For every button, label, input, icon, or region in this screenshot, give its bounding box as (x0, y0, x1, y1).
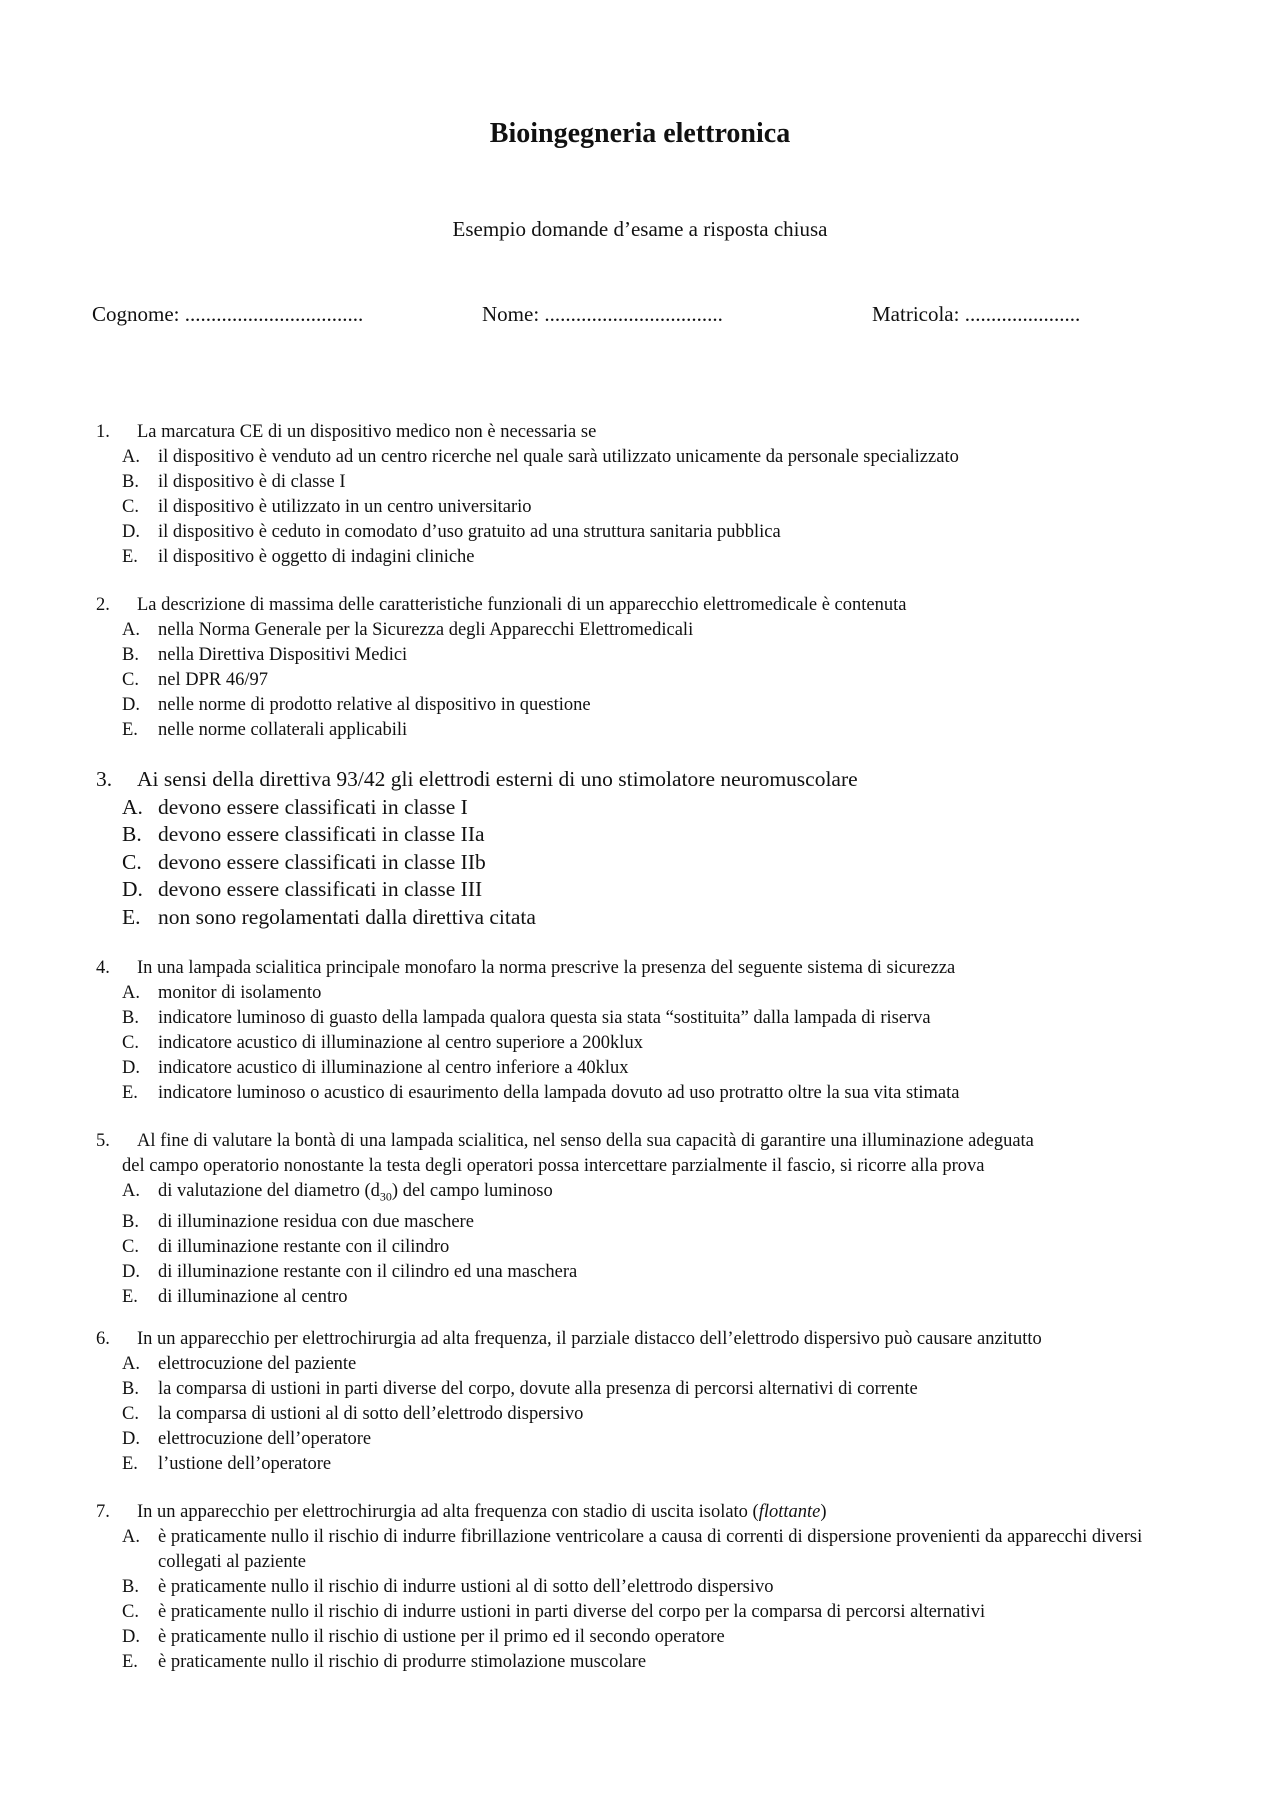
option-text: di illuminazione restante con il cilindro (158, 1236, 450, 1257)
option-text: non sono regolamentati dalla direttiva citata (158, 904, 536, 929)
option-c[interactable] (122, 1235, 1206, 1260)
option-letter: D. (122, 877, 143, 901)
option-c[interactable] (122, 1031, 1206, 1056)
option-letter: D. (122, 695, 140, 715)
option-text: il dispositivo è oggetto di indagini cliniche (158, 547, 475, 567)
option-b[interactable] (122, 1575, 1206, 1600)
question-1 (96, 420, 1206, 570)
question-text: La marcatura CE di un dispositivo medico non è necessaria se (137, 422, 597, 442)
option-letter: D. (122, 1058, 140, 1078)
question-number: 7. (96, 1502, 110, 1522)
option-text: è praticamente nullo il rischio di indurre fibrillazione ventricolare a causa di correnti di dispersione provenienti da apparecchi diversi collegati al paziente (158, 1527, 1143, 1572)
question-7 (96, 1500, 1206, 1675)
option-d[interactable] (122, 693, 1206, 718)
options-list (96, 445, 1206, 570)
option-a[interactable] (122, 1525, 1206, 1575)
option-b[interactable] (122, 1210, 1206, 1235)
option-text: devono essere classificati in classe IIb (158, 849, 486, 874)
option-e[interactable] (122, 1081, 1206, 1106)
option-text-end: ) del campo luminoso (391, 1181, 553, 1201)
option-text: indicatore luminoso di guasto della lampada qualora questa sia stata “sostituita” dalla lampada di riserva (158, 1008, 931, 1028)
option-text: il dispositivo è utilizzato in un centro universitario (158, 497, 532, 517)
option-letter: B. (122, 1379, 139, 1399)
question-3 (96, 766, 1206, 931)
question-number: 6. (96, 1329, 110, 1349)
option-letter: D. (122, 1627, 140, 1647)
option-text: la comparsa di ustioni in parti diverse del corpo, dovute alla presenza di percorsi alternativi di corrente (158, 1379, 918, 1399)
matricola-field: Matricola: ...................... (872, 302, 1081, 326)
option-letter: C. (122, 1404, 139, 1424)
question-6 (96, 1327, 1206, 1477)
option-text: è praticamente nullo il rischio di indurre ustioni al di sotto dell’elettrodo dispersivo (158, 1577, 774, 1597)
question-text (137, 1500, 1206, 1525)
option-e[interactable] (122, 1650, 1206, 1675)
option-e[interactable] (122, 718, 1206, 743)
option-e[interactable] (122, 1285, 1206, 1310)
option-a[interactable] (122, 618, 1206, 643)
options-list (96, 794, 1206, 932)
question-text-end: ) (820, 1502, 827, 1522)
option-letter: A. (122, 1527, 140, 1547)
option-text: di illuminazione residua con due maschere (158, 1211, 474, 1232)
option-d[interactable] (122, 1260, 1206, 1285)
option-letter: C. (122, 497, 139, 517)
option-letter: C. (122, 1236, 139, 1257)
option-text: l’ustione dell’operatore (158, 1454, 332, 1474)
option-letter: A. (122, 447, 140, 467)
option-a[interactable] (122, 445, 1206, 470)
question-number: 2. (96, 595, 110, 615)
option-a[interactable] (122, 1352, 1206, 1377)
option-text: nella Norma Generale per la Sicurezza degli Apparecchi Elettromedicali (158, 620, 694, 640)
question-text: La descrizione di massima delle caratteristiche funzionali di un apparecchio elettromedicale è contenuta (137, 595, 907, 615)
option-text-start: di valutazione del diametro (d (158, 1181, 380, 1201)
option-d[interactable] (122, 1427, 1206, 1452)
nome-field: Nome: .................................. (482, 302, 723, 326)
option-text: il dispositivo è di classe I (158, 472, 346, 492)
option-letter: D. (122, 1429, 140, 1449)
option-text: è praticamente nullo il rischio di indurre ustioni in parti diverse del corpo per la comparsa di percorsi alternativi (158, 1602, 986, 1622)
question-number: 3. (96, 767, 113, 791)
option-a[interactable] (122, 981, 1206, 1006)
option-text: il dispositivo è venduto ad un centro ricerche nel quale sarà utilizzato unicamente da personale specializzato (158, 447, 959, 467)
question-4 (96, 956, 1206, 1106)
option-letter: A. (122, 1181, 140, 1201)
options-list (96, 1179, 1206, 1310)
question-number: 5. (96, 1131, 110, 1151)
option-e[interactable] (122, 1452, 1206, 1477)
option-b[interactable] (122, 821, 1206, 849)
question-5 (96, 1129, 1206, 1310)
option-letter: B. (122, 1577, 139, 1597)
option-d[interactable] (122, 876, 1206, 904)
options-list (96, 1352, 1206, 1477)
option-text: di illuminazione al centro (158, 1286, 348, 1307)
option-letter: E. (122, 1286, 138, 1307)
option-c[interactable] (122, 1402, 1206, 1427)
option-text (158, 1179, 1206, 1210)
option-letter: D. (122, 522, 140, 542)
option-d[interactable] (122, 520, 1206, 545)
option-text: elettrocuzione dell’operatore (158, 1429, 372, 1449)
option-letter: D. (122, 1261, 140, 1282)
option-letter: B. (122, 822, 142, 846)
option-e[interactable] (122, 545, 1206, 570)
options-list (96, 1525, 1206, 1675)
option-text: elettrocuzione del paziente (158, 1354, 357, 1374)
option-letter: A. (122, 620, 140, 640)
question-text-italic: flottante (758, 1502, 821, 1522)
option-letter: A. (122, 794, 143, 819)
option-letter: C. (122, 849, 142, 874)
option-letter: E. (122, 1083, 138, 1103)
option-letter: B. (122, 1008, 139, 1028)
option-letter: E. (122, 904, 141, 929)
option-text: indicatore acustico di illuminazione al centro inferiore a 40klux (158, 1058, 629, 1078)
option-letter: E. (122, 547, 138, 567)
subscript: 30 (379, 1189, 392, 1204)
question-number: 1. (96, 422, 110, 442)
option-b[interactable] (122, 1006, 1206, 1031)
option-text: è praticamente nullo il rischio di ustione per il primo ed il secondo operatore (158, 1627, 725, 1647)
option-letter: B. (122, 472, 139, 492)
option-text: monitor di isolamento (158, 983, 322, 1003)
student-fields (0, 302, 1280, 332)
option-a[interactable] (122, 1179, 1206, 1210)
option-e[interactable] (122, 904, 1206, 932)
option-text: nel DPR 46/97 (158, 670, 268, 690)
page-title: Bioingegneria elettronica (489, 118, 791, 149)
option-text: nelle norme collaterali applicabili (158, 720, 408, 740)
question-text: Ai sensi della direttiva 93/42 gli elettrodi esterni di uno stimolatore neuromuscolare (137, 767, 858, 791)
option-text: devono essere classificati in classe III (158, 877, 483, 901)
option-letter: E. (122, 1652, 138, 1672)
option-d[interactable] (122, 1625, 1206, 1650)
option-d[interactable] (122, 1056, 1206, 1081)
option-c[interactable] (122, 1600, 1206, 1625)
question-text-continued: del campo operatorio nonostante la testa degli operatori possa intercettare parzialmente il fascio, si ricorre alla prova (122, 1156, 985, 1176)
option-text: devono essere classificati in classe IIa (158, 822, 485, 846)
option-a[interactable] (122, 794, 1206, 822)
option-text: la comparsa di ustioni al di sotto dell’elettrodo dispersivo (158, 1404, 584, 1424)
option-letter: C. (122, 1033, 139, 1053)
options-list (96, 981, 1206, 1106)
option-letter: C. (122, 670, 139, 690)
question-2 (96, 593, 1206, 743)
question-text: Al fine di valutare la bontà di una lampada scialitica, nel senso della sua capacità di garantire una illuminazione adeguata (137, 1131, 1034, 1151)
option-text: il dispositivo è ceduto in comodato d’uso gratuito ad una struttura sanitaria pubblica (158, 522, 781, 542)
option-text: indicatore acustico di illuminazione al centro superiore a 200klux (158, 1033, 643, 1053)
option-text: devono essere classificati in classe I (158, 794, 468, 819)
option-b[interactable] (122, 1377, 1206, 1402)
question-text-start: In un apparecchio per elettrochirurgia ad alta frequenza con stadio di uscita isolato ( (137, 1502, 759, 1522)
option-letter: A. (122, 983, 140, 1003)
options-list (96, 618, 1206, 743)
page-subtitle: Esempio domande d’esame a risposta chiusa (452, 217, 828, 241)
option-letter: B. (122, 1211, 139, 1232)
option-c[interactable] (122, 495, 1206, 520)
option-text: indicatore luminoso o acustico di esaurimento della lampada dovuto ad uso protratto oltre la sua vita stimata (158, 1083, 960, 1103)
option-letter: E. (122, 1454, 138, 1474)
option-c[interactable] (122, 849, 1206, 877)
option-b[interactable] (122, 470, 1206, 495)
option-letter: A. (122, 1354, 140, 1374)
cognome-field: Cognome: .................................. (92, 302, 364, 326)
option-text: nelle norme di prodotto relative al dispositivo in questione (158, 695, 591, 715)
option-c[interactable] (122, 668, 1206, 693)
question-text: In una lampada scialitica principale monofaro la norma prescrive la presenza del seguente sistema di sicurezza (137, 958, 956, 978)
option-b[interactable] (122, 643, 1206, 668)
option-letter: B. (122, 645, 139, 665)
option-text: di illuminazione restante con il cilindro ed una maschera (158, 1261, 578, 1282)
question-number: 4. (96, 958, 110, 978)
option-text: è praticamente nullo il rischio di produrre stimolazione muscolare (158, 1652, 647, 1672)
option-letter: C. (122, 1602, 139, 1622)
option-text: nella Direttiva Dispositivi Medici (158, 645, 408, 665)
option-letter: E. (122, 720, 138, 740)
question-text: In un apparecchio per elettrochirurgia ad alta frequenza, il parziale distacco dell’elettrodo dispersivo può causare anzitutto (137, 1329, 1042, 1349)
